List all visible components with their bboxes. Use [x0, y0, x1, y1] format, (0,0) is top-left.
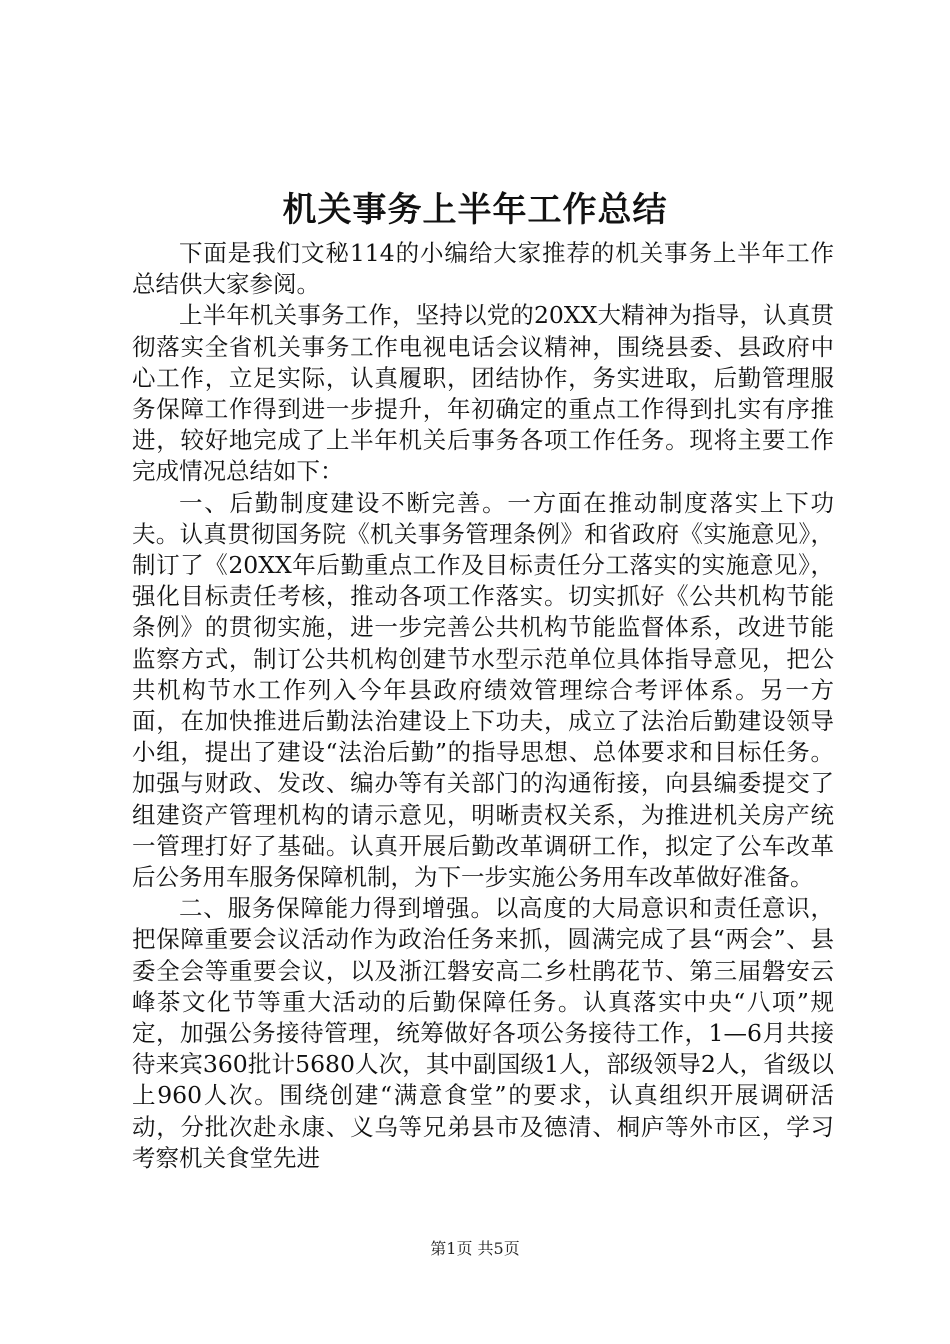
document-title: 机关事务上半年工作总结 — [282, 190, 668, 230]
paragraph-intro: 下面是我们文秘114的小编给大家推荐的机关事务上半年工作总结供大家参阅。 — [132, 239, 834, 299]
paragraph-section-1: 一、后勤制度建设不断完善。一方面在推动制度落实上下功夫。认真贯彻国务院《机关事务管理条例》和省政府《实施意见》，制订了《20XX年后勤重点工作及目标责任分工落实的实施意见》，强化目标责任考核，推动各项工作落实。切实抓好《公共机构节能条例》的贯彻实施，进一步完善公共机构节能监督体系，改进节能监察方式，制订公共机构创建节水型示范单位具体指导意见，把公共机构节水工作列入今年县政府绩效管理综合考评体系。另一方面，在加快推进后勤法治建设上下功夫，成立了法治后勤建设领导小组，提出了建设“法治后勤”的指导思想、总体要求和目标任务。加强与财政、发改、编办等有关部门的沟通衔接，向县编委提交了组建资产管理机构的请示意见，明晰责权关系，为推进机关房产统一管理打好了基础。认真开展后勤改革调研工作，拟定了公车改革后公务用车服务保障机制，为下一步实施公务用车改革做好准备。 — [132, 488, 834, 892]
page-number-footer: 第1页 共5页 — [430, 1239, 520, 1258]
paragraph-overview: 上半年机关事务工作，坚持以党的20XX大精神为指导，认真贯彻落实全省机关事务工作电视电话会议精神，围绕县委、县政府中心工作，立足实际，认真履职，团结协作，务实进取，后勤管理服务保障工作得到进一步提升，年初确定的重点工作得到扎实有序推进，较好地完成了上半年机关后事务各项工作任务。现将主要工作完成情况总结如下： — [132, 301, 834, 486]
paragraph-section-2: 二、服务保障能力得到增强。以高度的大局意识和责任意识，把保障重要会议活动作为政治任务来抓，圆满完成了县“两会”、县委全会等重要会议，以及浙江磐安高二乡杜鹃花节、第三届磐安云峰茶文化节等重大活动的后勤保障任务。认真落实中央“八项”规定，加强公务接待管理，统筹做好各项公务接待工作，1—6月共接待来宾360批计5680人次，其中副国级1人，部级领导2人，省级以上960人次。围绕创建“满意食堂”的要求，认真组织开展调研活动，分批次赴永康、义乌等兄弟县市及德清、桐庐等外市区，学习考察机关食堂先进 — [132, 894, 834, 1172]
document-body — [132, 238, 834, 1174]
